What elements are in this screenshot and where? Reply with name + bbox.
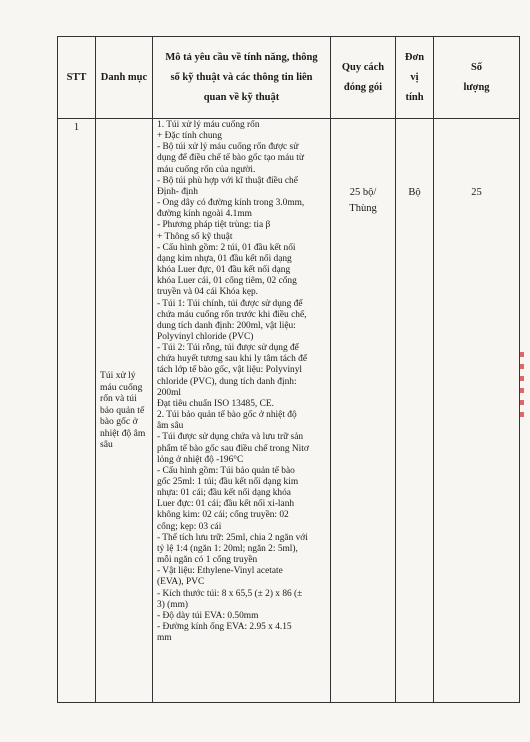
description-line: cổng; kẹp: 03 cái: [157, 521, 222, 532]
description-line: - Cấu hình gồm: Túi bảo quản tế bào: [157, 465, 295, 476]
description-line: + Thông số kỹ thuật: [157, 231, 233, 242]
category-line: máu cuống: [100, 381, 143, 393]
table-header-row: [58, 37, 520, 119]
category-line: nhiệt độ âm: [100, 427, 146, 439]
header-unit-line: Đơn: [404, 51, 425, 63]
description-line: - Đường kính ống EVA: 2.95 x 4.15: [157, 622, 292, 633]
header-quantity-line: Số: [470, 61, 483, 73]
description-line: tỷ lệ 1:4 (ngăn 1: 20ml; ngăn 2: 5ml),: [157, 543, 298, 554]
category-line: bào gốc ở: [100, 416, 138, 428]
row-category: [96, 119, 153, 703]
category-line: sâu: [100, 439, 113, 451]
header-unit-line: tính: [405, 91, 424, 103]
description-line: khóa Luer cái, 01 cổng tiêm, 02 cổng: [157, 276, 297, 287]
row-quantity: 25: [434, 119, 520, 703]
specification-table: [57, 36, 520, 703]
description-line: nhựa: 01 cái; đầu kết nối dạng khóa: [157, 488, 291, 499]
description-line: truyền và 04 cái Khóa kẹp.: [157, 287, 259, 298]
header-description-line: quan về kỹ thuật: [203, 91, 280, 103]
description-line: Đạt tiêu chuẩn ISO 13485, CE.: [157, 398, 274, 409]
header-description-line: Mô tả yêu cầu về tính năng, thông: [165, 51, 318, 63]
header-quantity: [434, 37, 520, 119]
description-line: chứa máu cuống rốn trước khi điều chế,: [157, 309, 307, 320]
description-line: máu cuống rốn của người.: [157, 164, 256, 175]
description-line: khóa Luer đực, 01 đầu kết nối dạng: [157, 265, 291, 276]
description-line: chloride (PVC), dung tích danh định:: [157, 376, 297, 387]
description-line: không kim: 02 cái; cổng truyền: 02: [157, 510, 289, 521]
description-line: - Ống dây có đường kính trong 3.0mm,: [157, 198, 305, 209]
header-packaging-line: đóng gói: [343, 81, 383, 93]
description-line: - Túi 2: Túi rỗng, túi được sử dụng để: [157, 343, 299, 354]
description-line: Luer đực: 01 cái; đầu kết nối xi-lanh: [157, 499, 295, 510]
description-line: dạng kim nhựa, 01 đầu kết nối dạng: [157, 253, 292, 264]
category-line: rốn và túi: [100, 393, 137, 405]
packaging-line: Thùng: [349, 203, 377, 214]
description-line: - Thể tích lưu trữ: 25ml, chia 2 ngăn với: [157, 532, 308, 543]
header-category: Danh mục: [96, 37, 153, 119]
description-line: 1. Túi xử lý máu cuống rốn: [157, 120, 260, 130]
header-description-line: số kỹ thuật và các thông tin liên: [170, 71, 313, 83]
header-quantity-line: lượng: [463, 81, 490, 93]
description-line: (EVA), PVC: [157, 577, 205, 588]
description-line: tách lớp tế bào gốc, vật liệu: Polyvinyl: [157, 365, 303, 376]
row-packaging: [331, 119, 396, 703]
description-line: 2. Túi bảo quản tế bào gốc ở nhiệt độ: [157, 410, 297, 421]
description-line: mm: [157, 633, 172, 644]
red-stamp-edge-mark: [520, 352, 524, 422]
description-line: dung tích danh định: 200ml, vật liệu:: [157, 320, 296, 331]
description-line: - Phương pháp tiệt trùng: tia β: [157, 220, 271, 231]
description-line: - Bộ túi xử lý máu cuống rốn được sử: [157, 142, 299, 153]
row-description: [153, 119, 331, 703]
description-line: dụng để điều chế tế bào gốc tạo máu từ: [157, 153, 304, 164]
category-line: bảo quản tế: [100, 404, 145, 416]
description-line: Định- định: [157, 186, 198, 197]
description-line: mỗi ngăn có 1 cổng truyền: [157, 555, 258, 566]
description-line: phẩm tế bào gốc sau điều chế trong Nitơ: [157, 443, 309, 454]
description-line: âm sâu: [157, 421, 184, 432]
category-line: Túi xử lý: [100, 370, 136, 382]
row-unit: Bộ: [396, 119, 434, 703]
description-line: chứa huyết tương sau khi ly tâm tách để: [157, 354, 307, 365]
description-line: - Kích thước túi: 8 x 65,5 (± 2) x 86 (±: [157, 588, 303, 599]
header-stt: STT: [58, 37, 96, 119]
description-line: - Túi 1: Túi chính, túi được sử dụng để: [157, 298, 303, 309]
description-line: - Bộ túi phù hợp với kĩ thuật điều chế: [157, 175, 298, 186]
description-line: 200ml: [157, 387, 181, 398]
row-stt: 1: [58, 119, 96, 703]
description-line: 3) (mm): [157, 599, 188, 610]
packaging-line: 25 bộ/: [349, 187, 377, 198]
header-packaging: [331, 37, 396, 119]
description-line: gốc 25ml: 1 túi; đầu kết nối dạng kim: [157, 477, 299, 487]
description-line: - Độ dày túi EVA: 0.50mm: [157, 610, 259, 621]
description-line: Polyvinyl chloride (PVC): [157, 331, 254, 342]
description-line: đường kính ngoài 4.1mm: [157, 209, 252, 220]
description-line: + Đặc tính chung: [157, 131, 222, 142]
description-line: - Vật liệu: Ethylene-Vinyl acetate: [157, 566, 283, 577]
table-row: [58, 119, 520, 703]
description-line: - Túi được sử dụng chứa và lưu trữ sản: [157, 432, 304, 443]
header-unit: [396, 37, 434, 119]
header-unit-line: vị: [410, 71, 419, 83]
description-line: lỏng ở nhiệt độ -196°C: [157, 454, 244, 465]
description-line: - Cấu hình gồm: 2 túi, 01 đầu kết nối: [157, 242, 296, 253]
header-packaging-line: Quy cách: [341, 61, 385, 73]
header-description: [153, 37, 331, 119]
